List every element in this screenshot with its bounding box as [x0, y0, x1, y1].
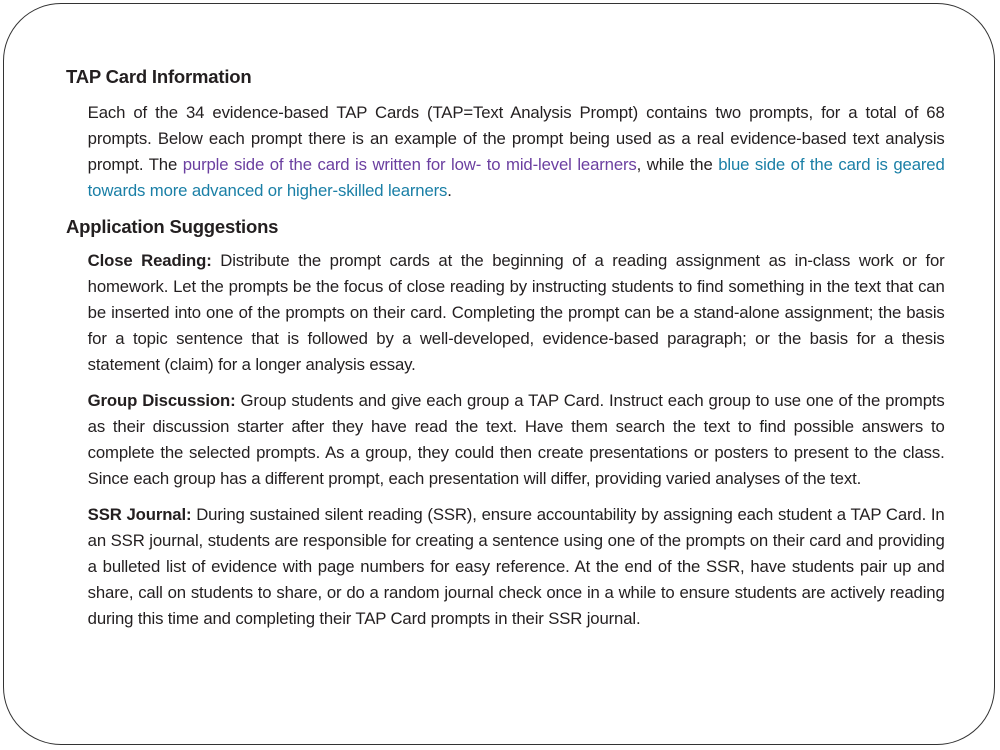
info-card	[3, 3, 995, 745]
close-reading-paragraph	[66, 248, 945, 378]
application-suggestions-heading: Application Suggestions	[66, 216, 279, 237]
close-reading-text: Distribute the prompt cards at the beginning of a reading assignment as in-class work or for homework. Let the prompts be the focus of close reading by instructing students to find something in the text that can be inserted into one of the prompts on their card. Completing the prompt can be a stand-alone assignment; the basis for a topic sentence that is followed by a well-developed, evidence-based paragraph; or the basis for a thesis statement (claim) for a longer analysis essay.	[87, 251, 945, 374]
blue-side-text: blue side of the card is geared towards more advanced or higher-skilled learners	[87, 155, 945, 200]
close-reading-lead: Close Reading:	[87, 251, 212, 270]
group-discussion-lead: Group Discussion:	[87, 391, 236, 410]
group-discussion-paragraph	[66, 388, 945, 492]
card-content	[66, 64, 944, 632]
ssr-journal-lead: SSR Journal:	[87, 505, 192, 524]
tap-info-text-a: Each of the 34 evidence-based TAP Cards (TAP=Text Analysis Prompt) contains two prompts, for a total of 68 prompts. Below each prompt there is an example of the prompt being used as a real evidence-based text analysis prompt. The	[87, 103, 945, 174]
group-discussion-text: Group students and give each group a TAP Card. Instruct each group to use one of the prompts as their discussion starter after they have read the text. Have them search the text to find possible answers to complete the selected prompts. As a group, they could then create presentations or posters to present to the class. Since each group has a different prompt, each presentation will differ, providing varied analyses of the text.	[87, 391, 945, 488]
purple-side-text: purple side of the card is written for low- to mid-level learners	[182, 155, 637, 174]
tap-card-information-heading: TAP Card Information	[66, 66, 252, 87]
tap-card-information-paragraph	[66, 100, 945, 204]
ssr-journal-paragraph	[66, 502, 945, 632]
tap-info-text-c: .	[447, 181, 452, 200]
tap-info-text-b: , while the	[636, 155, 719, 174]
ssr-journal-text: During sustained silent reading (SSR), ensure accountability by assigning each student a TAP Card. In an SSR journal, students are responsible for creating a sentence using one of the prompts on their card and providing a bulleted list of evidence with page numbers for easy reference. At the end of the SSR, have students pair up and share, call on students to share, or do a random journal check once in a while to ensure students are actively reading during this time and completing their TAP Card prompts in their SSR journal.	[87, 505, 945, 628]
